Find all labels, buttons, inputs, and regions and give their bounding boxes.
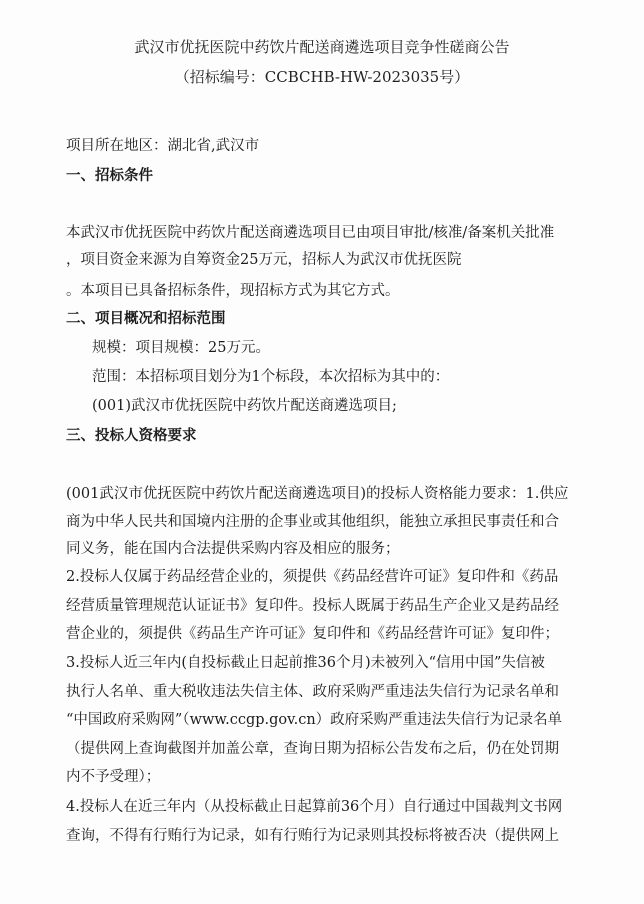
qualification-line-2: 商为中华人民共和国境内注册的企事业或其他组织，能独立承担民事责任和合	[66, 514, 559, 530]
qualification-line-12: 4.投标人在近三年内（从投标截止日起算前36个月）自行通过中国裁判文书网	[66, 799, 563, 815]
qualification-line-8: 执行人名单、重大税收违法失信主体、政府采购严重违法失信行为记录名单和	[66, 684, 559, 700]
qualification-line-13: 查询，不得有行贿行为记录，如有行贿行为记录则其投标将被否决（提供网上	[66, 828, 559, 844]
conditions-line-3: 。本项目已具备招标条件，现招标方式为其它方式。	[66, 283, 400, 299]
qualification-line-11: 内不予受理）；	[66, 769, 161, 785]
section-heading-qualifications: 三、投标人资格要求	[66, 428, 197, 444]
qualification-line-9: “中国政府采购网”（www.ccgp.gov.cn）政府采购严重违法失信行为记录名单	[66, 712, 563, 728]
qualification-line-4: 2.投标人仅属于药品经营企业的，须提供《药品经营许可证》复印件和《药品	[66, 569, 559, 585]
section-heading-overview: 二、项目概况和招标范围	[66, 311, 226, 327]
qualification-line-3: 同义务，能在国内合法提供采购内容及相应的服务；	[66, 541, 400, 557]
overview-scale: 规模：项目规模：25万元。	[92, 340, 270, 356]
qualification-line-5: 经营质量管理规范认证证书》复印件。投标人既属于药品生产企业又是药品经	[66, 598, 559, 614]
project-region: 项目所在地区：湖北省,武汉市	[66, 138, 260, 154]
conditions-line-2: ，项目资金来源为自筹资金25万元，招标人为武汉市优抚医院	[66, 252, 462, 268]
conditions-line-1: 本武汉市优抚医院中药饮片配送商遴选项目已由项目审批/核准/备案机关批准	[66, 225, 555, 241]
qualification-line-10: （提供网上查询截图并加盖公章，查询日期为招标公告发布之后，仍在处罚期	[66, 741, 559, 757]
document-title: 武汉市优抚医院中药饮片配送商遴选项目竞争性磋商公告	[134, 38, 510, 56]
section-heading-conditions: 一、招标条件	[66, 168, 153, 184]
qualification-line-1: (001武汉市优抚医院中药饮片配送商遴选项目)的投标人资格能力要求：1.供应	[66, 486, 569, 502]
qualification-line-7: 3.投标人近三年内(自投标截止日起前推36个月)未被列入“信用中国”失信被	[66, 655, 545, 671]
tender-code: （招标编号：CCBCHB-HW-2023035号）	[174, 68, 470, 86]
overview-scope: 范围：本招标项目划分为1个标段，本次招标为其中的：	[92, 369, 450, 385]
qualification-line-6: 营企业的，须提供《药品生产许可证》复印件和《药品经营许可证》复印件；	[66, 626, 559, 642]
overview-lot: (001)武汉市优抚医院中药饮片配送商遴选项目;	[92, 398, 397, 414]
